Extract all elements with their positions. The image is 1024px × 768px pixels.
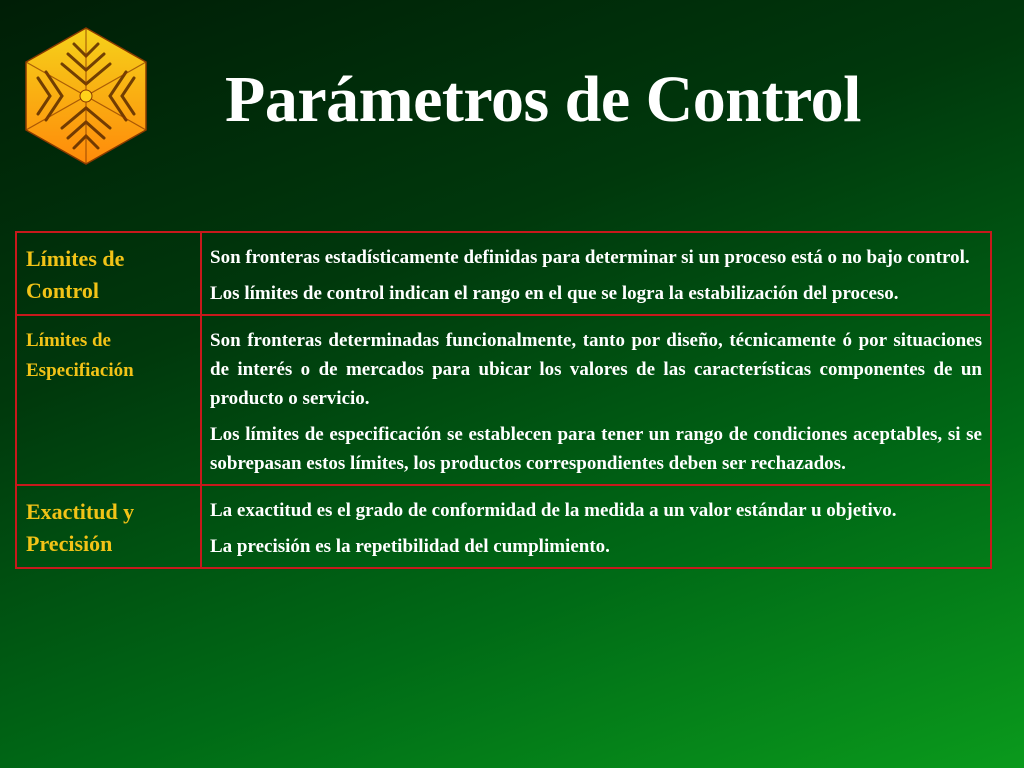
- parameters-table: [15, 231, 992, 569]
- definition-paragraph: Los límites de especificación se establecen para tener un rango de condiciones aceptables, si se sobrepasan estos límites, los productos correspondientes deben ser rechazados.: [210, 424, 982, 474]
- table-row: [16, 485, 991, 568]
- hexagon-star-logo-icon: [22, 26, 150, 166]
- table-row: [16, 315, 991, 485]
- definition-paragraph: Son fronteras determinadas funcionalmente, tanto por diseño, técnicamente ó por situaciones de interés o de mercados para ubicar los valores de las características componentes de un producto o servicio.: [210, 330, 982, 409]
- table-row: [16, 232, 991, 315]
- definition-paragraph: La precisión es la repetibilidad del cumplimiento.: [210, 536, 610, 557]
- term-cell: Exactitud y Precisión: [16, 485, 201, 568]
- definition-paragraph: La exactitud es el grado de conformidad de la medida a un valor estándar u objetivo.: [210, 500, 897, 521]
- term-cell: Límites de Control: [16, 232, 201, 315]
- definition-paragraph: Son fronteras estadísticamente definidas para determinar si un proceso está o no bajo control.: [210, 247, 970, 268]
- definition-paragraph: Los límites de control indican el rango en el que se logra la estabilización del proceso.: [210, 283, 899, 304]
- term-cell: Límites de Especifiación: [16, 315, 201, 485]
- definition-cell: [201, 315, 991, 485]
- definition-cell: [201, 485, 991, 568]
- definition-cell: [201, 232, 991, 315]
- slide-title: Parámetros de Control: [225, 63, 861, 136]
